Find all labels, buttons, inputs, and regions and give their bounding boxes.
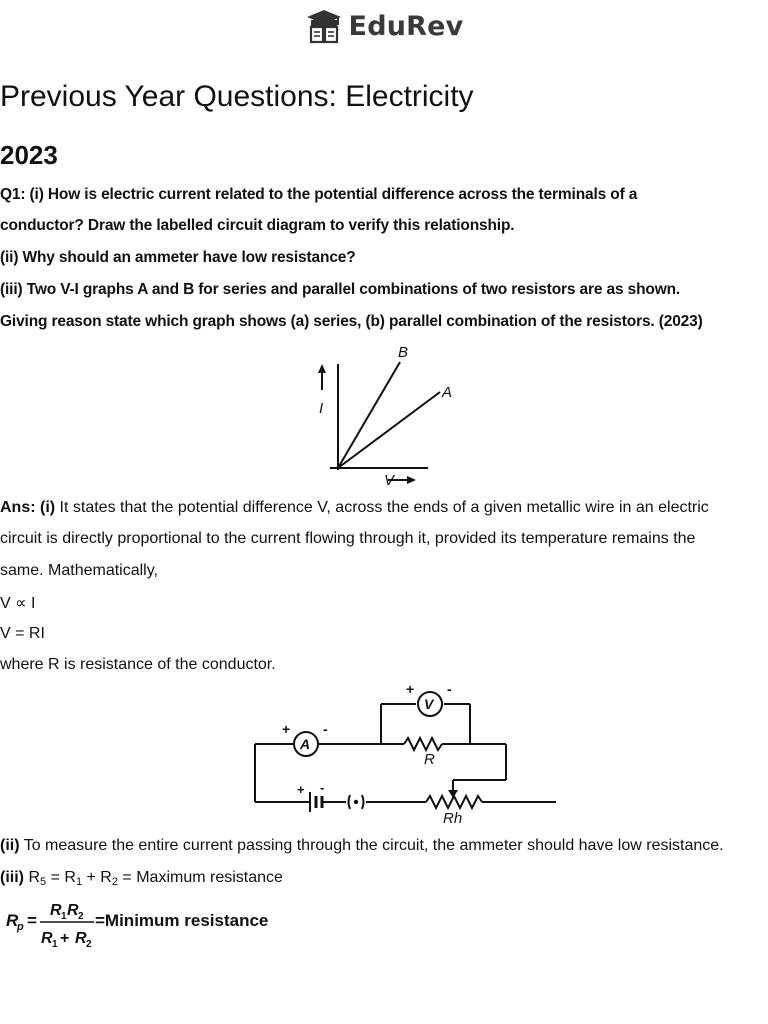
answer-part-2 <box>0 837 724 855</box>
battery-minus: - <box>320 780 325 795</box>
part2-text: To measure the entire current passing through the circuit, the ammeter should have low resistance. <box>19 837 724 854</box>
circuit-diagram <box>248 682 560 828</box>
line-b <box>338 362 400 468</box>
rheostat-label: Rh <box>443 810 463 827</box>
line-a <box>338 392 440 468</box>
resistor-label: R <box>424 751 435 768</box>
ammeter-minus: - <box>323 721 328 737</box>
answer-line-1 <box>0 499 709 517</box>
voltmeter-label: V <box>424 696 434 712</box>
svg-text:1: 1 <box>52 939 58 950</box>
battery-plus: + <box>297 782 305 797</box>
part2-prefix: (ii) <box>0 837 20 854</box>
answer-line-4: where R is resistance of the conductor. <box>0 656 276 673</box>
rheostat-arrow-icon <box>448 790 458 798</box>
answer-prefix: Ans: (i) <box>0 499 56 516</box>
svg-text:R: R <box>67 902 79 919</box>
svg-text:R: R <box>6 911 19 930</box>
site-header <box>0 4 768 48</box>
svg-text:R: R <box>50 902 62 919</box>
year-heading: 2023 <box>0 140 58 170</box>
question-line-5: Giving reason state which graph shows (a) series, (b) parallel combination of the resistors. (2023) <box>0 313 703 330</box>
svg-text:=: = <box>27 911 37 930</box>
y-arrow-icon <box>318 364 326 373</box>
question-line-2: conductor? Draw the labelled circuit diagram to verify this relationship. <box>0 217 515 234</box>
vi-graph-figure <box>300 340 470 490</box>
part3-prefix: (iii) <box>0 869 24 886</box>
svg-text:=Minimum resistance: =Minimum resistance <box>95 911 269 930</box>
equation-proportional: V ∝ I <box>0 595 36 612</box>
answer-line-3: same. Mathematically, <box>0 562 158 579</box>
brand-name: EduRev <box>348 10 464 42</box>
line-b-label: B <box>398 344 409 361</box>
x-axis-label: V <box>384 472 395 489</box>
line-a-label: A <box>442 384 453 401</box>
svg-text:R: R <box>41 930 53 947</box>
answer-text-1: It states that the potential difference V, across the ends of a given metallic wire in an electric <box>55 499 709 516</box>
ammeter-plus: + <box>282 721 291 737</box>
voltmeter-minus: - <box>447 682 452 697</box>
equation-ohms-law: V = RI <box>0 625 45 642</box>
graduation-cap-book-icon <box>305 8 343 44</box>
ammeter-label: A <box>300 736 311 752</box>
svg-text:+: + <box>60 930 70 947</box>
svg-text:2: 2 <box>86 939 92 950</box>
svg-text:R: R <box>75 930 87 947</box>
voltmeter-plus: + <box>406 682 415 697</box>
parallel-resistance-formula <box>4 893 284 953</box>
question-line-4: (iii) Two V-I graphs A and B for series and parallel combinations of two resistors are as shown. <box>0 281 681 298</box>
question-line-1: Q1: (i) How is electric current related to the potential difference across the terminals of a <box>0 186 638 203</box>
svg-text:1: 1 <box>61 911 67 922</box>
y-axis-label: I <box>319 400 324 417</box>
page-title: Previous Year Questions: Electricity <box>0 80 474 113</box>
question-line-3: (ii) Why should an ammeter have low resistance? <box>0 249 356 266</box>
svg-text:2: 2 <box>78 911 84 922</box>
brand-logo[interactable] <box>305 8 464 44</box>
answer-line-2: circuit is directly proportional to the current flowing through it, provided its temperature remains the <box>0 530 696 547</box>
answer-part-3: (iii) $R_5 = R_1 + R_2$ = Maximum resistance <box>0 869 283 888</box>
svg-text:p: p <box>17 921 24 933</box>
x-arrow-icon <box>407 476 416 484</box>
